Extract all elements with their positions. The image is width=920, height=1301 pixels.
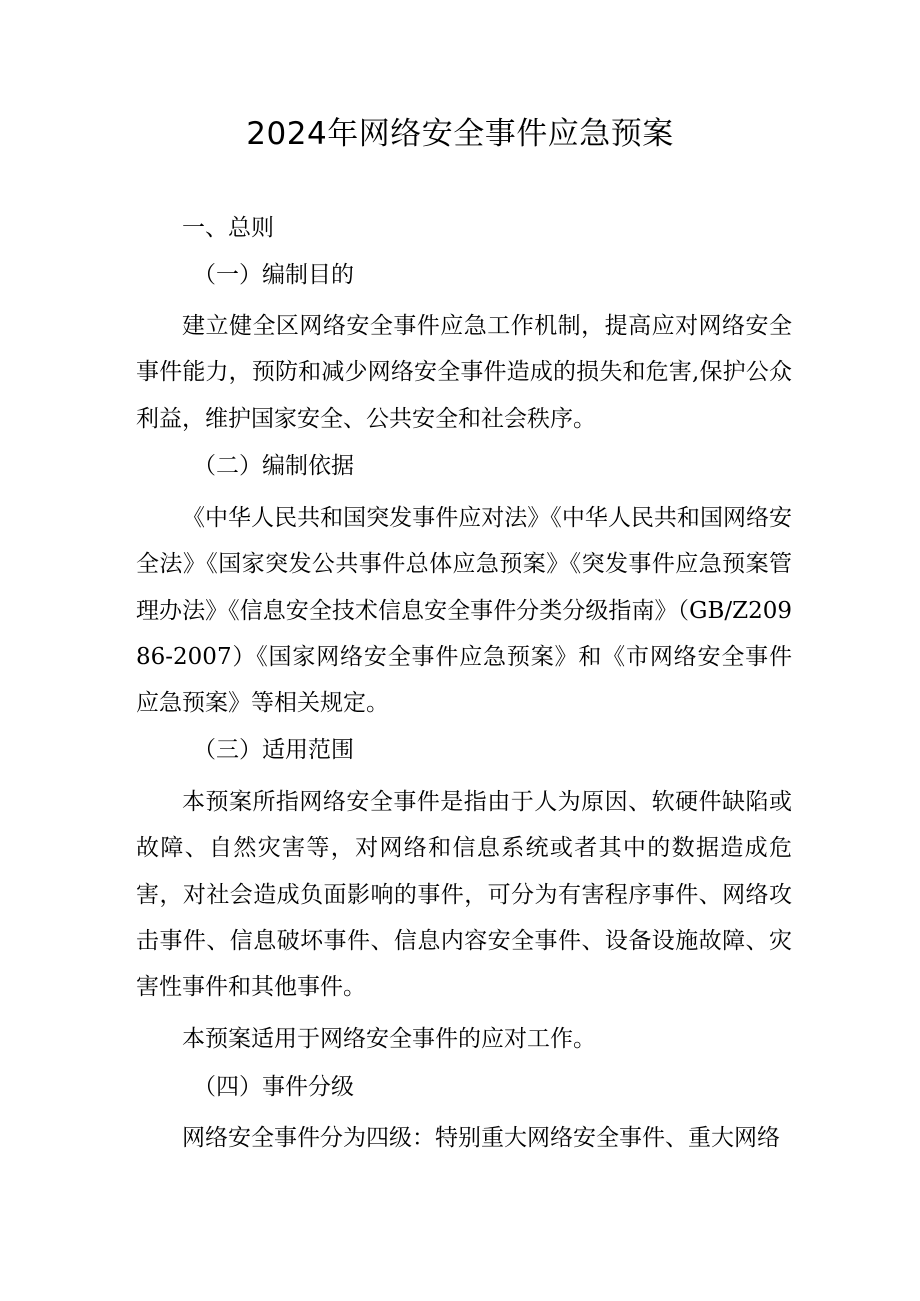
- paragraph: 本预案所指网络安全事件是指由于人为原因、软硬件缺陷或故障、自然灾害等，对网络和信息系统或者其中的数据造成危害，对社会造成负面影响的事件，可分为有害程序事件、网络攻击事件、信息破坏事件、信息内容安全事件、设备设施故障、灾害性事件和其他事件。: [136, 789, 792, 1001]
- paragraph: 网络安全事件分为四级：特别重大网络安全事件、重大网络: [182, 1125, 780, 1151]
- section-heading: 一、总则: [182, 215, 274, 241]
- subsection-heading: （三）适用范围: [193, 737, 354, 763]
- subsection-heading: （四）事件分级: [193, 1074, 354, 1100]
- document-title: 2024年网络安全事件应急预案: [246, 116, 674, 152]
- subsection-heading: （二）编制依据: [193, 453, 354, 479]
- paragraph: 《中华人民共和国突发事件应对法》《中华人民共和国网络安全法》《国家突发公共事件总体应急预案》《突发事件应急预案管理办法》《信息安全技术信息安全事件分类分级指南》（GB/Z20986-2007）《国家网络安全事件应急预案》和《市网络安全事件应急预案》等相关规定。: [136, 505, 792, 717]
- paragraph: 建立健全区网络安全事件应急工作机制，提高应对网络安全事件能力，预防和减少网络安全事件造成的损失和危害,保护公众利益，维护国家安全、公共安全和社会秩序。: [136, 313, 792, 432]
- subsection-heading: （一）编制目的: [193, 262, 354, 288]
- paragraph: 本预案适用于网络安全事件的应对工作。: [182, 1026, 596, 1052]
